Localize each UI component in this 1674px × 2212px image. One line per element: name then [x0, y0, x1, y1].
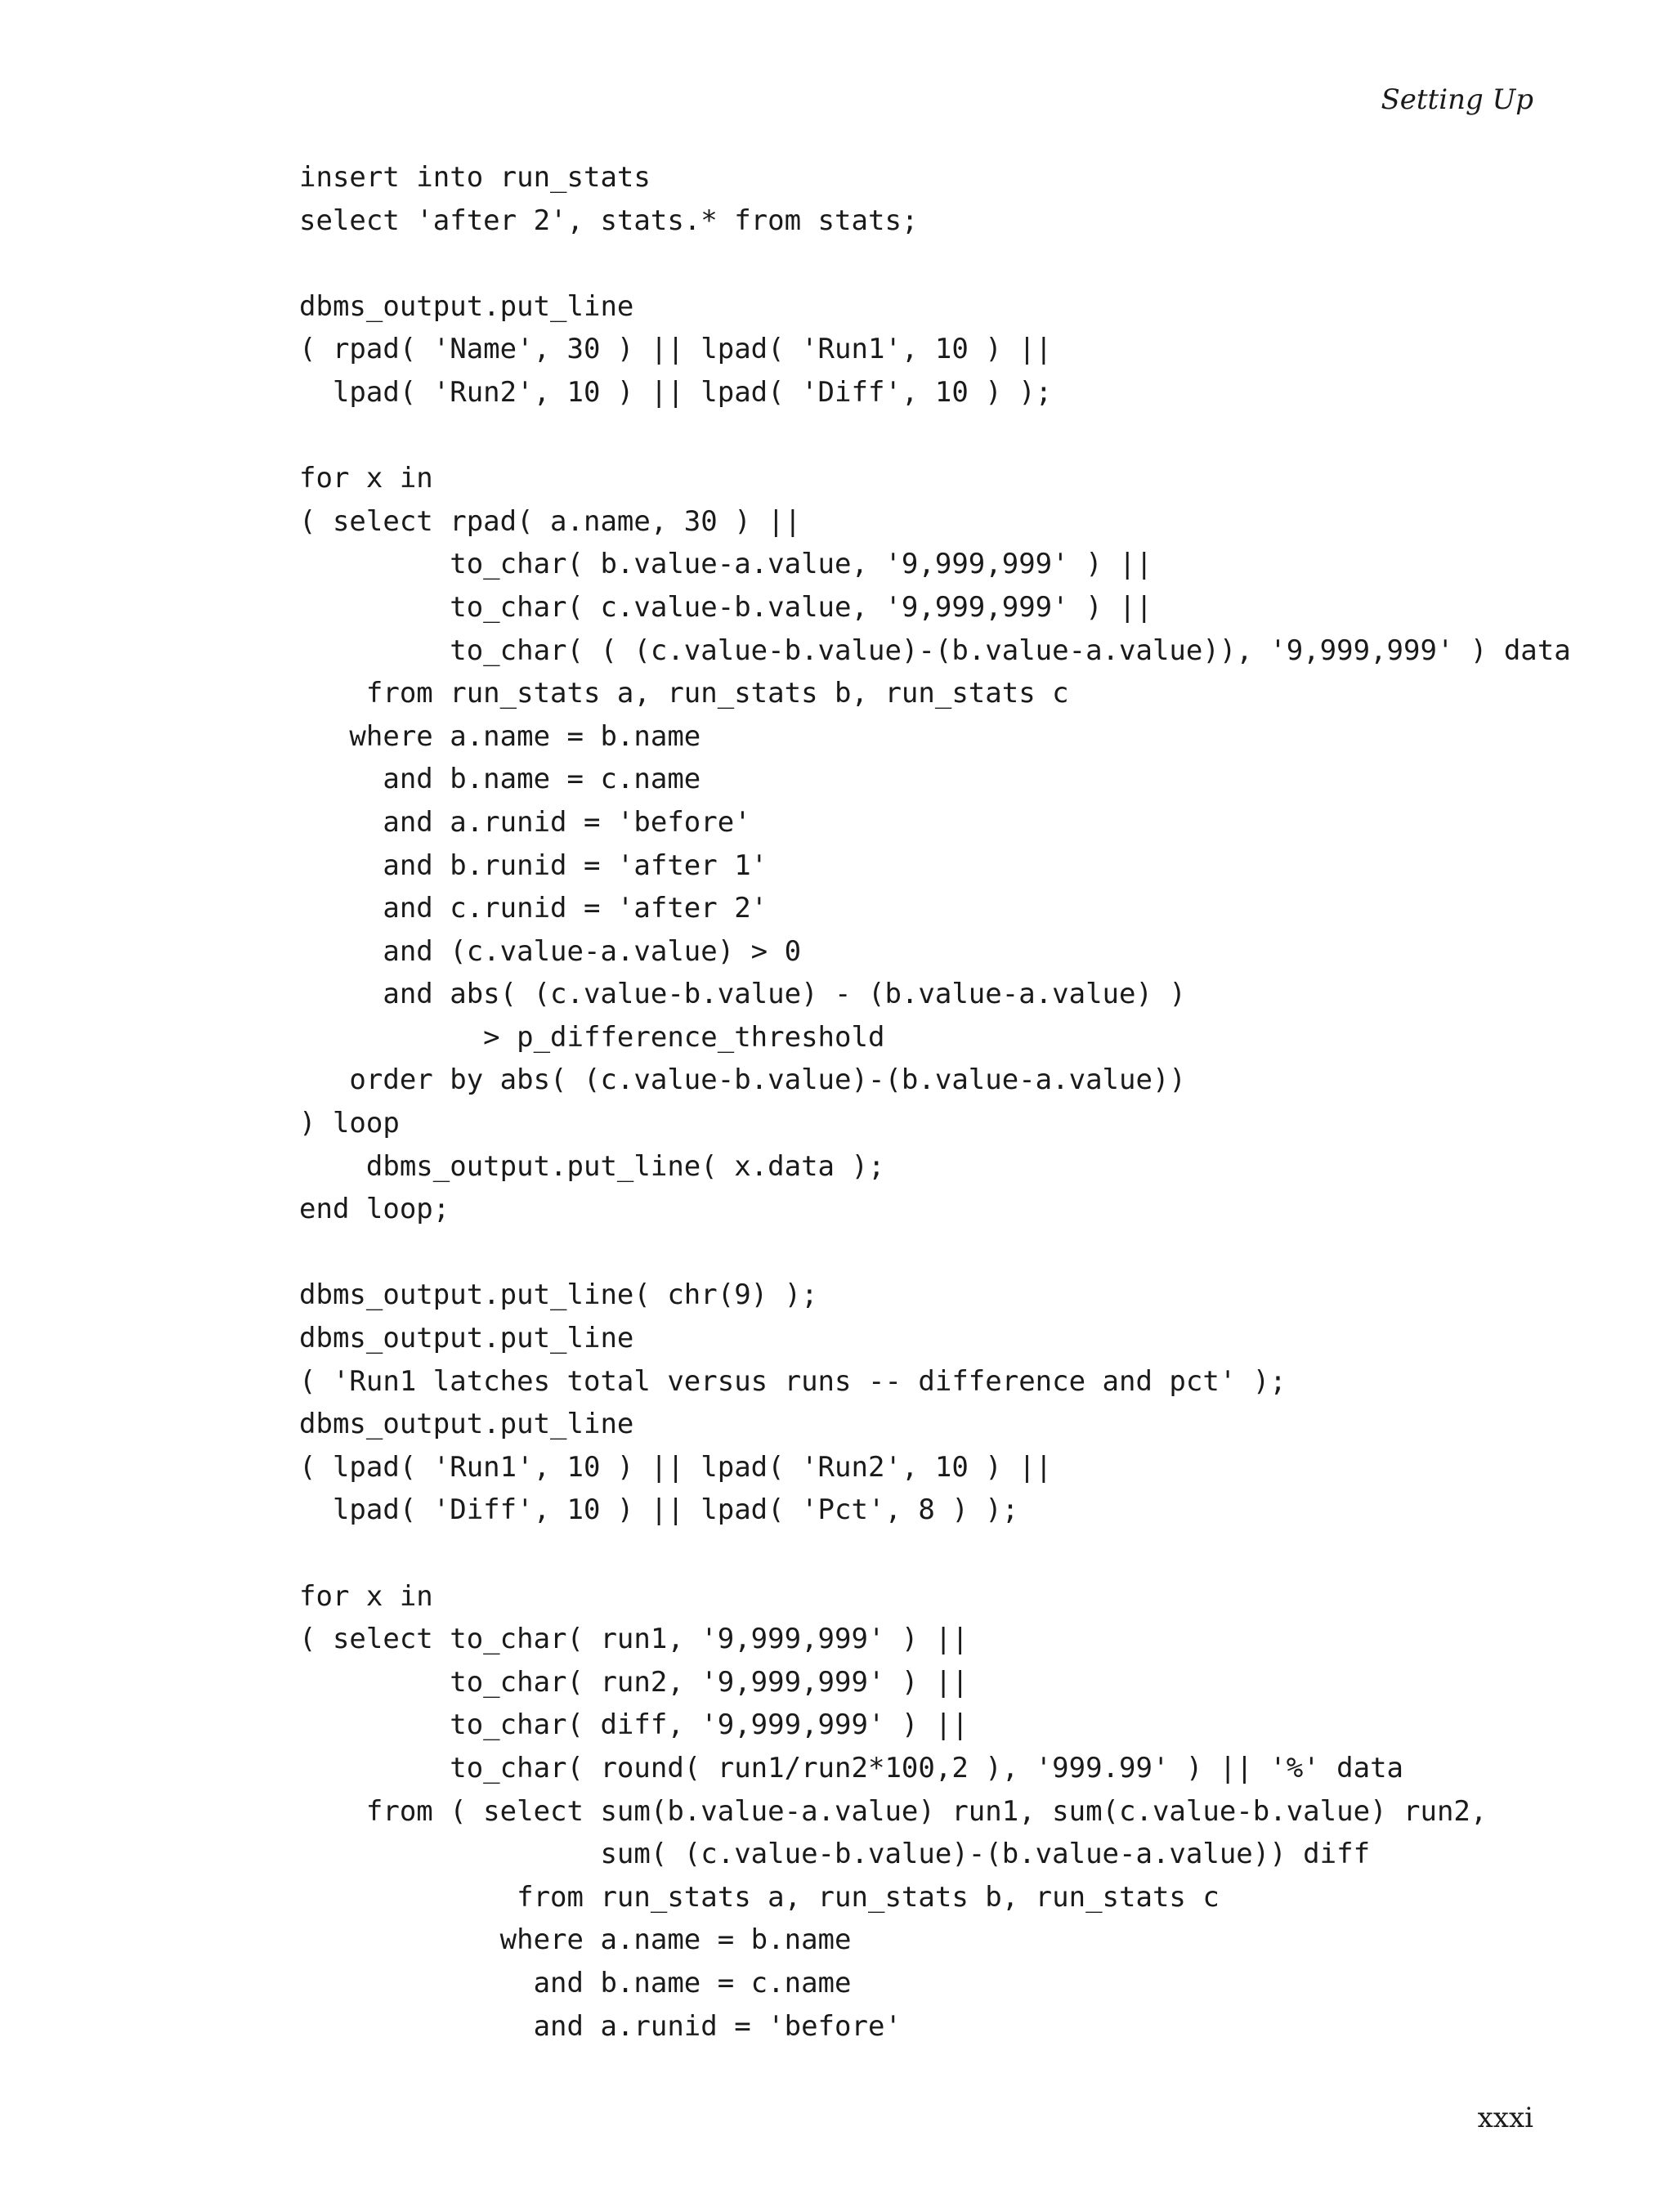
code-line — [299, 1231, 1571, 1274]
running-head: Setting Up — [1381, 83, 1533, 116]
code-line: dbms_output.put_line( x.data ); — [299, 1149, 885, 1183]
code-line: sum( (c.value-b.value)-(b.value-a.value)) diff — [299, 1838, 1371, 1871]
code-line: and (c.value-a.value) > 0 — [299, 934, 802, 968]
code-line: and b.name = c.name — [299, 1966, 852, 1999]
code-line: end loop; — [299, 1193, 450, 1226]
code-line: select 'after 2', stats.* from stats; — [299, 204, 919, 237]
code-line — [299, 414, 1571, 458]
code-line: to_char( c.value-b.value, '9,999,999' ) || — [299, 590, 1153, 624]
code-line: and b.runid = 'after 1' — [299, 849, 768, 882]
code-line: lpad( 'Diff', 10 ) || lpad( 'Pct', 8 ) ); — [299, 1493, 1019, 1527]
code-line: dbms_output.put_line — [299, 1408, 634, 1441]
code-line: ( select to_char( run1, '9,999,999' ) || — [299, 1623, 969, 1656]
code-line: for x in — [299, 1579, 433, 1613]
code-line: dbms_output.put_line — [299, 289, 634, 323]
code-line: from run_stats a, run_stats b, run_stats c — [299, 1880, 1220, 1914]
code-line: and b.name = c.name — [299, 763, 701, 796]
code-line: and a.runid = 'before' — [299, 2009, 902, 2043]
code-line: and a.runid = 'before' — [299, 805, 751, 839]
code-line: from run_stats a, run_stats b, run_stats c — [299, 677, 1069, 710]
code-line: and abs( (c.value-b.value) - (b.value-a.value) ) — [299, 978, 1186, 1011]
code-line: to_char( diff, '9,999,999' ) || — [299, 1708, 969, 1742]
code-line: ( select rpad( a.name, 30 ) || — [299, 504, 802, 538]
code-line: where a.name = b.name — [299, 1923, 852, 1957]
code-line — [299, 1532, 1571, 1575]
code-line: and c.runid = 'after 2' — [299, 892, 768, 925]
code-line: from ( select sum(b.value-a.value) run1, sum(c.value-b.value) run2, — [299, 1794, 1488, 1828]
code-line: order by abs( (c.value-b.value)-(b.value-a.value)) — [299, 1063, 1186, 1097]
code-line: dbms_output.put_line( chr(9) ); — [299, 1278, 818, 1312]
code-line: to_char( b.value-a.value, '9,999,999' ) || — [299, 548, 1153, 581]
code-line: lpad( 'Run2', 10 ) || lpad( 'Diff', 10 ) ); — [299, 375, 1053, 409]
code-line: > p_difference_threshold — [299, 1020, 885, 1054]
code-line: where a.name = b.name — [299, 719, 701, 753]
code-line: for x in — [299, 462, 433, 495]
code-line: dbms_output.put_line — [299, 1322, 634, 1355]
code-line: ) loop — [299, 1107, 400, 1140]
code-listing — [299, 156, 1571, 2048]
code-line: to_char( run2, '9,999,999' ) || — [299, 1665, 969, 1699]
page-number: xxxi — [1477, 2102, 1533, 2134]
code-line: ( 'Run1 latches total versus runs -- difference and pct' ); — [299, 1364, 1287, 1398]
code-line: to_char( ( (c.value-b.value)-(b.value-a.value)), '9,999,999' ) data — [299, 634, 1571, 667]
code-line: insert into run_stats — [299, 161, 651, 194]
code-line: ( rpad( 'Name', 30 ) || lpad( 'Run1', 10 ) || — [299, 333, 1053, 366]
code-line: ( lpad( 'Run1', 10 ) || lpad( 'Run2', 10 ) || — [299, 1450, 1053, 1484]
code-line — [299, 242, 1571, 285]
code-line: to_char( round( run1/run2*100,2 ), '999.99' ) || '%' data — [299, 1751, 1404, 1784]
